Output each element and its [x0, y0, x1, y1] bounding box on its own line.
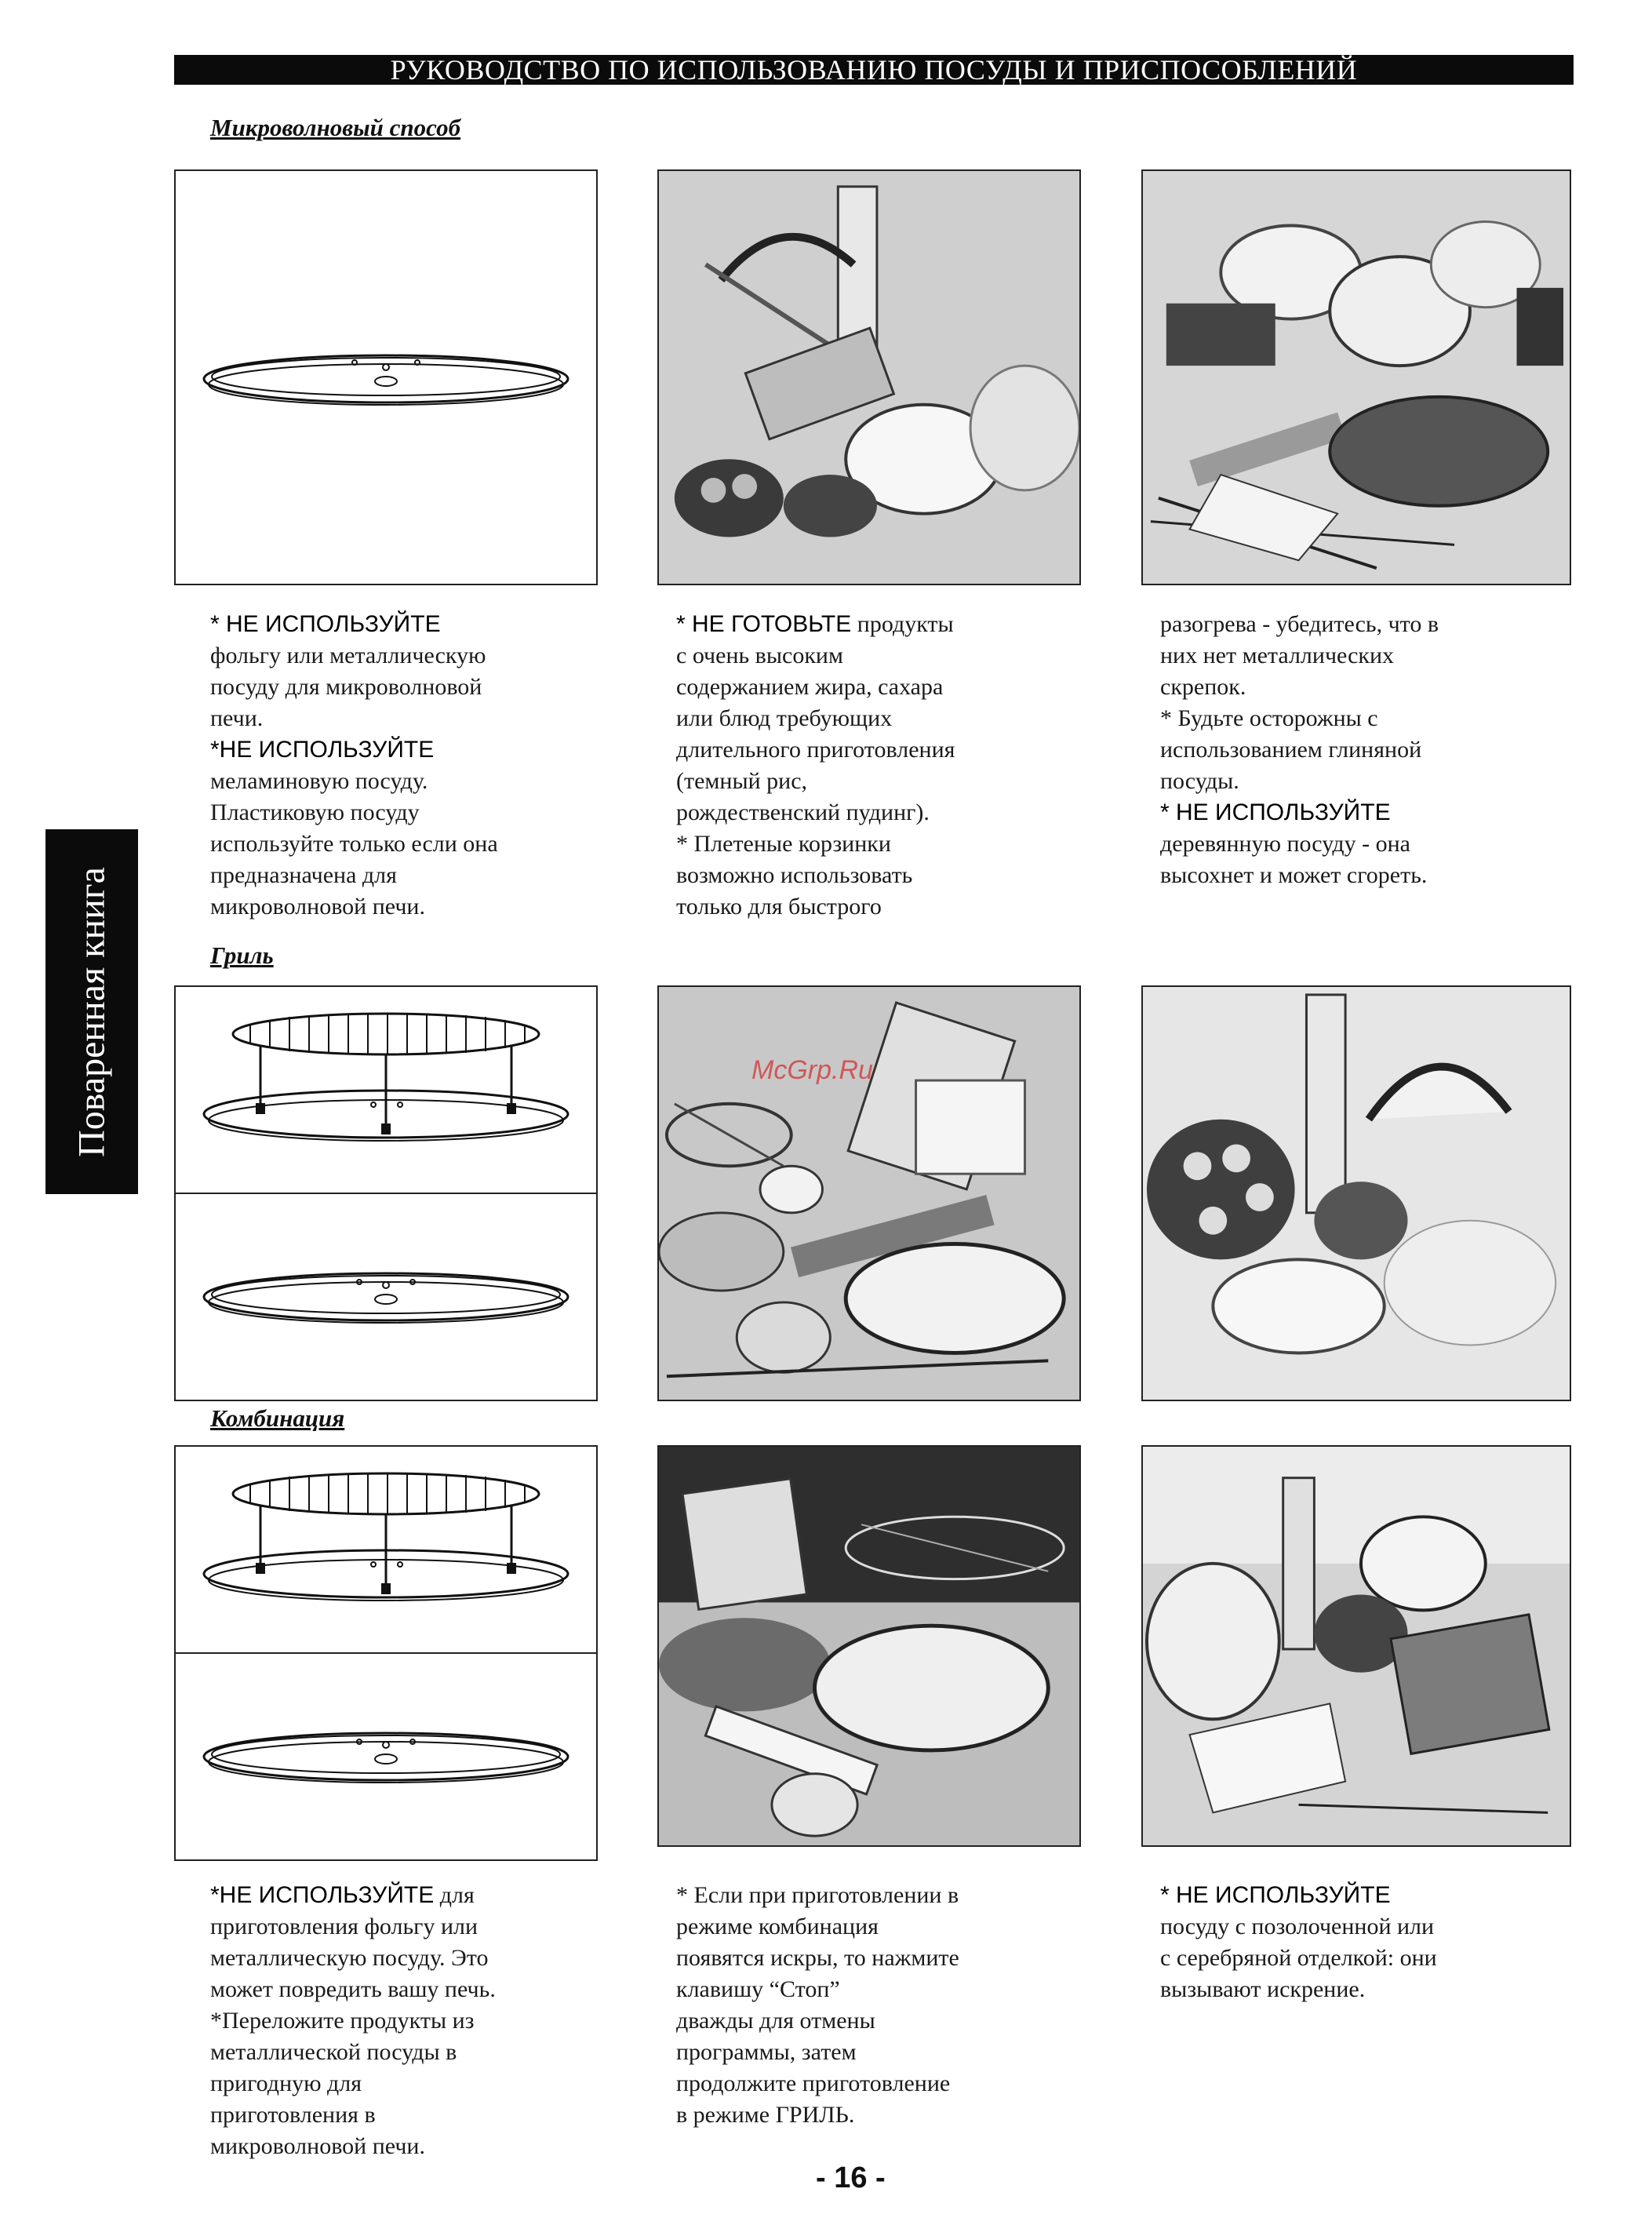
caption-text: приготовления фольгу или	[210, 1914, 478, 1939]
rack-on-turntable-icon	[204, 1473, 568, 1601]
caption-text: режиме комбинация	[676, 1914, 879, 1939]
caption-text: клавишу “Стоп”	[676, 1976, 840, 2002]
caption-text: * НЕ ИСПОЛЬЗУЙТЕ	[1160, 799, 1391, 825]
caption-text: * Если при приготовлении в	[676, 1882, 959, 1908]
caption-text: печи.	[210, 705, 264, 731]
caption-text: рождественский пудинг).	[676, 799, 930, 825]
rack-on-turntable-icon	[204, 1014, 568, 1141]
caption-text: * Будьте осторожны с	[1160, 705, 1378, 731]
caption-text: приготовления в	[210, 2102, 376, 2128]
caption-text: с очень высоким	[676, 643, 843, 668]
page-header	[174, 55, 1574, 85]
caption-text: дважды для отмены	[676, 2008, 875, 2034]
caption-combination-col1	[210, 1880, 496, 2162]
caption-text: (темный рис,	[676, 768, 808, 794]
caption-text: микроволновой печи.	[210, 2133, 425, 2159]
caption-combination-col2	[676, 1880, 959, 2131]
side-tab	[45, 829, 138, 1194]
caption-text: использованием глиняной	[1160, 737, 1422, 763]
caption-text: длительного приготовления	[676, 737, 955, 763]
caption-combination-col3	[1160, 1880, 1437, 2005]
caption-text: продукты	[851, 611, 954, 637]
caption-text: микроволновой печи.	[210, 894, 425, 920]
caption-microwave-col1	[210, 609, 498, 923]
caption-text: * НЕ ИСПОЛЬЗУЙТЕ	[1160, 1882, 1391, 1908]
caption-text: *НЕ ИСПОЛЬЗУЙТЕ	[210, 1882, 435, 1908]
grill-diagram	[174, 985, 598, 1401]
caption-text: используйте только если она	[210, 831, 498, 857]
photo-combination-cookware-1	[657, 1445, 1081, 1847]
caption-text: меламиновую посуду.	[210, 768, 428, 794]
caption-text: пригодную для	[210, 2070, 362, 2096]
turntable-icon	[176, 171, 596, 584]
caption-text: *НЕ ИСПОЛЬЗУЙТЕ	[210, 737, 435, 763]
caption-text: разогрева - убедитесь, что в	[1160, 611, 1439, 637]
caption-text: или блюд требующих	[676, 705, 893, 731]
caption-text: Пластиковую посуду	[210, 799, 420, 825]
caption-microwave-col3	[1160, 609, 1439, 891]
caption-text: с серебряной отделкой: они	[1160, 1945, 1437, 1971]
caption-text: * Плетеные корзинки	[676, 831, 891, 857]
caption-text: металлической посуды в	[210, 2039, 457, 2065]
caption-text: посуду с позолоченной или	[1160, 1914, 1435, 1939]
section-title-combination: Комбинация	[210, 1404, 345, 1432]
caption-text: в режиме ГРИЛЬ.	[676, 2102, 855, 2128]
page-header-title: РУКОВОДСТВО ПО ИСПОЛЬЗОВАНИЮ ПОСУДЫ И ПРИСПОСОБЛЕНИЙ	[390, 54, 1358, 86]
caption-text: посуды.	[1160, 768, 1239, 794]
caption-text: только для быстрого	[676, 894, 882, 920]
caption-text: фольгу или металлическую	[210, 643, 486, 668]
caption-text: высохнет и может сгореть.	[1160, 862, 1428, 888]
caption-text: содержанием жира, сахара	[676, 674, 944, 700]
page-number: - 16 -	[816, 2161, 886, 2194]
caption-text: появятся искры, то нажмите	[676, 1945, 959, 1971]
combination-diagram	[174, 1445, 598, 1861]
caption-text: может повредить вашу печь.	[210, 1976, 496, 2002]
caption-text: продолжите приготовление	[676, 2070, 951, 2096]
caption-text: возможно использовать	[676, 862, 913, 888]
caption-text: металлическую посуду. Это	[210, 1945, 489, 1971]
section-title-grill: Гриль	[210, 941, 274, 969]
caption-text: для	[434, 1882, 475, 1908]
photo-microwave-cookware-2	[1141, 169, 1571, 585]
turntable-icon	[204, 1273, 568, 1323]
caption-text: вызывают искрение.	[1160, 1976, 1366, 2002]
caption-text: * НЕ ГОТОВЬТЕ	[676, 611, 852, 637]
side-tab-label: Поваренная книга	[71, 866, 113, 1157]
caption-text: деревянную посуду - она	[1160, 831, 1410, 857]
caption-text: предназначена для	[210, 862, 397, 888]
photo-microwave-cookware-1	[657, 169, 1081, 585]
turntable-diagram	[174, 169, 598, 585]
watermark: McGrp.Ru	[751, 1055, 873, 1085]
section-title-microwave: Микроволновый способ	[210, 114, 461, 141]
photo-grill-cookware-2	[1141, 985, 1571, 1401]
caption-text: * НЕ ИСПОЛЬЗУЙТЕ	[210, 611, 441, 637]
caption-text: них нет металлических	[1160, 643, 1395, 668]
photo-combination-cookware-2	[1141, 1445, 1571, 1847]
caption-text: скрепок.	[1160, 674, 1246, 700]
caption-text: *Переложите продукты из	[210, 2008, 475, 2034]
turntable-icon	[204, 1733, 568, 1783]
photo-grill-cookware-1	[657, 985, 1081, 1401]
caption-text: программы, затем	[676, 2039, 857, 2065]
caption-text: посуду для микроволновой	[210, 674, 482, 700]
caption-microwave-col2	[676, 609, 955, 923]
